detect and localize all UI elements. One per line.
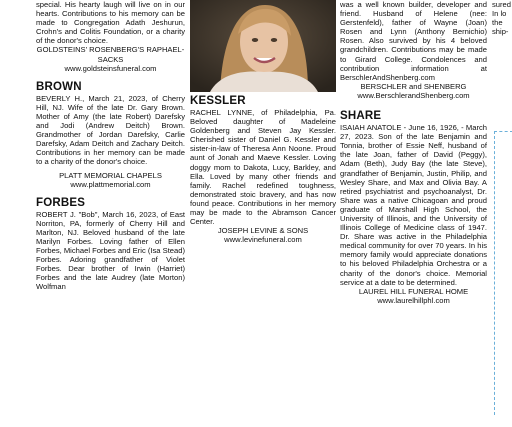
funeral-home-name-kessler: JOSEPH LEVINE & SONS <box>217 226 309 236</box>
notice-box-border <box>494 131 512 415</box>
funeral-home-url-brown: www.plattmemorial.com <box>70 179 151 189</box>
funeral-home-name: BERSCHLER and SHENBERG <box>360 81 467 91</box>
funeral-home-url-share: www.laurelhillphl.com <box>377 295 450 305</box>
funeral-home-name: GOLDSTEINS' ROSENBERG'S RAPHAEL-SACKS <box>36 45 185 64</box>
funeral-home-url: www.goldsteinsfuneral.com <box>64 63 157 73</box>
obituary-fragment-text: sured In lo the ship- <box>492 0 511 37</box>
obituary-name-forbes: FORBES <box>36 196 86 209</box>
obituary-continued-text: special. His hearty laugh will live on in our hearts. Contributions to his memory can be made to Congregation Adath Jeshurun, Crohn's and Colitis Foundation, or a charity of the donor's choice. <box>36 0 185 46</box>
obituary-text-kessler: RACHEL LYNNE, of Philadelphia, Pa. Beloved daughter of Madeleine Goldenberg and Steven Jay Kessler. Cherished sister of Daniel G. Kessler and sister-in-law of Theresa Ann Noone. Proud aunt of Jonah and Maeve Kessler. Loving doggy mom to Dakota, Lucy, Barkley, and Ella. Loved by many other friends and family. Rachel redefined toughness, demonstrated stoic bravery, and has now found peace. Contributions in her memory may be made to the Abramson Cancer Center. <box>190 108 336 227</box>
column-2 <box>190 95 336 244</box>
funeral-home-url-kessler: www.levinefuneral.com <box>224 235 302 245</box>
obituary-name-brown: BROWN <box>36 80 82 93</box>
funeral-home-name-share: LAUREL HILL FUNERAL HOME <box>358 286 469 296</box>
obituary-text-brown: BEVERLY H., March 21, 2023, of Cherry Hill, NJ. Wife of the late Dr. Gary Brown. Mother of Amy (the late Robert) Darefsky and Jodi (Andrew Deitch) Brown. Grandmother of Jordan Darefsky, Carlie Darefsky, Adam Deitch and Zachary Deitch. Contributions in her memory can be made to a charity of the donor's choice. <box>36 93 185 167</box>
obituary-text-share: ISAIAH ANATOLE - June 16, 1926, - March 27, 2023. Son of the late Benjamin and Tonnia, brother of Essie Neff, husband of the late Joan, father of David (Peggy), Adam (Beth), Judy Bay (the late Steve), grandfather of Benjamin, Justin, Philip, and Wesley Share, and Max and Olivia Bay. A retired psychiatrist and psychoanalyst, Dr. Share was a native Chicagoan and proud graduate of Marshall High School, the University of Illinois, and the University of Illinois College of Medicine class of 1947. Dr. Share was active in the Philadelphia medical community for over 70 years. In his memory family would appreciate donations to his beloved Philadelphia Orchestra or a charity of the donor's choice. Memorial service at a date to be determined. <box>340 123 487 287</box>
column-1 <box>36 0 185 292</box>
column-4-fragment <box>492 0 512 36</box>
funeral-home-url: www.BerschlerandShenberg.com <box>357 90 470 100</box>
obituary-continued-text: was a well known builder, developer and friend. Husband of Helene (nee: Gerstenfeld), father of Wayne (Joan) Rosen and Lynn (Anthony Bernichio) Rosen. Also survived by his 4 beloved grandchildren. Contributions may be made to Girard College. Condolences and contribution information at BerschlerAndShenberg.com <box>340 0 487 82</box>
obituary-name-kessler: KESSLER <box>190 95 246 107</box>
portrait-photo <box>190 0 336 92</box>
obituary-name-share: SHARE <box>340 110 382 123</box>
obituary-text-forbes: ROBERT J. "Bob", March 16, 2023, of East Norriton, PA, formerly of Cherry Hill and Marlton, NJ. Beloved husband of the late Marilyn Forbes. Loving father of Ellen Forbes, Michael Forbes and Eric (Isa Stead) Forbes. Adoring grandfather of Violet Forbes. Dear brother of Irwin (Harriet) Forbes and the late Audrey (late Morton) Wolfman <box>36 209 185 292</box>
column-3 <box>340 0 487 305</box>
funeral-home-name-brown: PLATT MEMORIAL CHAPELS <box>59 170 162 180</box>
